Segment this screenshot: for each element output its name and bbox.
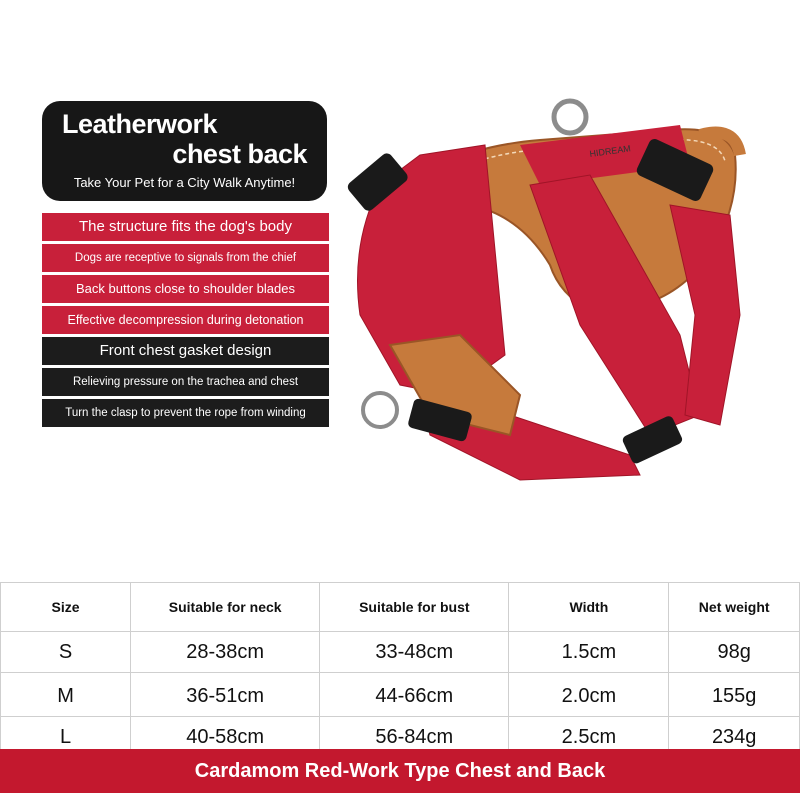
dog-harness-image [340, 95, 760, 495]
footer-banner: Cardamom Red-Work Type Chest and Back [0, 749, 800, 793]
feature-list [42, 213, 329, 430]
cell-size: M [1, 673, 131, 717]
title-banner [42, 101, 327, 201]
table-header-row [1, 583, 800, 632]
cell-size: L [1, 717, 131, 758]
cell-size: S [1, 632, 131, 673]
cell-width: 1.5cm [509, 632, 669, 673]
table-row [1, 632, 800, 673]
feature-item: The structure fits the dog's body [42, 213, 329, 241]
feature-item: Dogs are receptive to signals from the chief [42, 244, 329, 272]
cell-weight: 234g [669, 717, 800, 758]
table-row [1, 673, 800, 717]
size-table [0, 582, 800, 758]
cell-bust: 44-66cm [320, 673, 509, 717]
cell-neck: 40-58cm [131, 717, 320, 758]
feature-item: Turn the clasp to prevent the rope from winding [42, 399, 329, 427]
cell-neck: 36-51cm [131, 673, 320, 717]
cell-neck: 28-38cm [131, 632, 320, 673]
brand-label: HIDREAM [588, 143, 632, 159]
header-bust: Suitable for bust [320, 583, 509, 632]
d-ring-front [363, 393, 397, 427]
header-size: Size [1, 583, 131, 632]
title-line-2: chest back [172, 139, 307, 169]
cell-width: 2.5cm [509, 717, 669, 758]
title-line-1: Leatherwork [62, 109, 218, 139]
cell-bust: 33-48cm [320, 632, 509, 673]
cell-weight: 155g [669, 673, 800, 717]
feature-item: Back buttons close to shoulder blades [42, 275, 329, 303]
cell-weight: 98g [669, 632, 800, 673]
feature-item: Effective decompression during detonation [42, 306, 329, 334]
d-ring-top [554, 101, 586, 133]
header-width: Width [509, 583, 669, 632]
cell-bust: 56-84cm [320, 717, 509, 758]
cell-width: 2.0cm [509, 673, 669, 717]
title-subtitle: Take Your Pet for a City Walk Anytime! [73, 175, 296, 190]
header-weight: Net weight [669, 583, 800, 632]
header-neck: Suitable for neck [131, 583, 320, 632]
feature-item: Relieving pressure on the trachea and chest [42, 368, 329, 396]
feature-item: Front chest gasket design [42, 337, 329, 365]
